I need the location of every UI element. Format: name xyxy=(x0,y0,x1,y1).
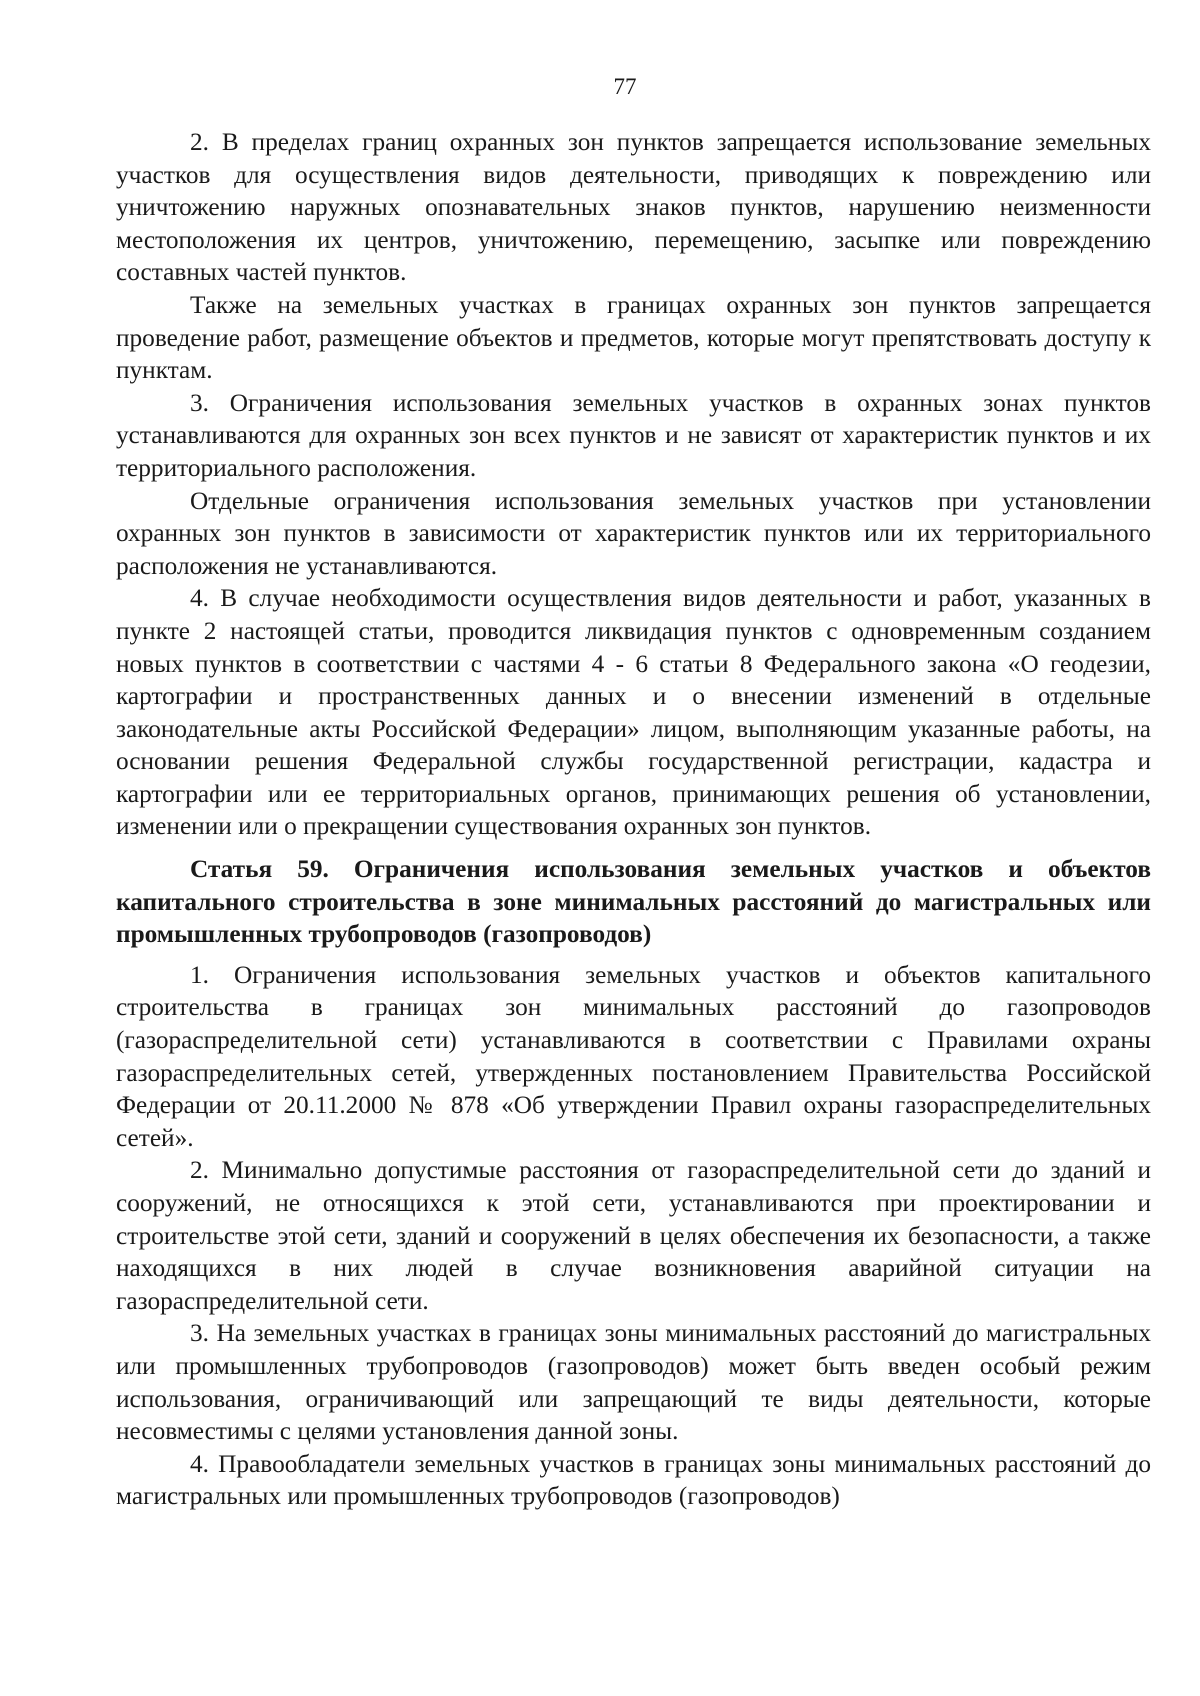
paragraph-3-restrictions: 3. Ограничения использования земельных участков в охранных зонах пунктов устанавливаются для охранных зон всех пунктов и не зависят от характеристик пунктов и их территориального расположения. xyxy=(116,388,1151,482)
document-body xyxy=(116,126,1151,1513)
article-59-paragraph-3: 3. На земельных участках в границах зоны минимальных расстояний до магистральных или промышленных трубопроводов (газопроводов) может быть введен особый режим использования, ограничивающий или запрещающий те виды деятельности, которые несовместимы с целями установления данной зоны. xyxy=(116,1319,1151,1446)
article-59-paragraph-1: 1. Ограничения использования земельных участков и объектов капитального строительства в границах зон минимальных расстояний до газопроводов (газораспределительной сети) устанавливаются в соответствии с Правилами охраны газораспределительных сетей, утвержденных постановлением Правительства Российской Федерации от 20.11.2000 № 878 «Об утверждении Правил охраны газораспределительных сетей». xyxy=(116,960,1151,1152)
article-59-heading: Статья 59. Ограничения использования земельных участков и объектов капитального строительства в зоне минимальных расстояний до магистральных или промышленных трубопроводов (газопроводов) xyxy=(116,855,1151,949)
article-59-paragraph-2: 2. Минимально допустимые расстояния от газораспределительной сети до зданий и сооружений, не относящихся к этой сети, устанавливаются при проектировании и строительстве этой сети, зданий и сооружений в целях обеспечения их безопасности, а также находящихся в них людей в случае возникновения аварийной ситуации на газораспределительной сети. xyxy=(116,1156,1151,1315)
paragraph-separate-restrictions: Отдельные ограничения использования земельных участков при установлении охранных зон пунктов в зависимости от характеристик пунктов или их территориального расположения не устанавливаются. xyxy=(116,486,1151,580)
page-number: 77 xyxy=(613,74,637,99)
paragraph-4-liquidation: 4. В случае необходимости осуществления видов деятельности и работ, указанных в пункте 2 настоящей статьи, проводится ликвидация пунктов с одновременным созданием новых пунктов в соответствии с частями 4 - 6 статьи 8 Федерального закона «О геодезии, картографии и пространственных данных и о внесении изменений в отдельные законодательные акты Российской Федерации» лицом, выполняющим указанные работы, на основании решения Федеральной службы государственной регистрации, кадастра и картографии или ее территориальных органов, принимающих решения об установлении, изменении или о прекращении существования охранных зон пунктов. xyxy=(116,584,1151,841)
paragraph-2-restrictions: 2. В пределах границ охранных зон пунктов запрещается использование земельных участков для осуществления видов деятельности, приводящих к повреждению или уничтожению наружных опознавательных знаков пунктов, нарушению неизменности местоположения их центров, уничтожению, перемещению, засыпке или повреждению составных частей пунктов. xyxy=(116,128,1151,287)
article-59-paragraph-4: 4. Правообладатели земельных участков в границах зоны минимальных расстояний до магистральных или промышленных трубопроводов (газопроводов) xyxy=(116,1449,1151,1511)
paragraph-also-prohibited: Также на земельных участках в границах охранных зон пунктов запрещается проведение работ, размещение объектов и предметов, которые могут препятствовать доступу к пунктам. xyxy=(116,290,1151,385)
